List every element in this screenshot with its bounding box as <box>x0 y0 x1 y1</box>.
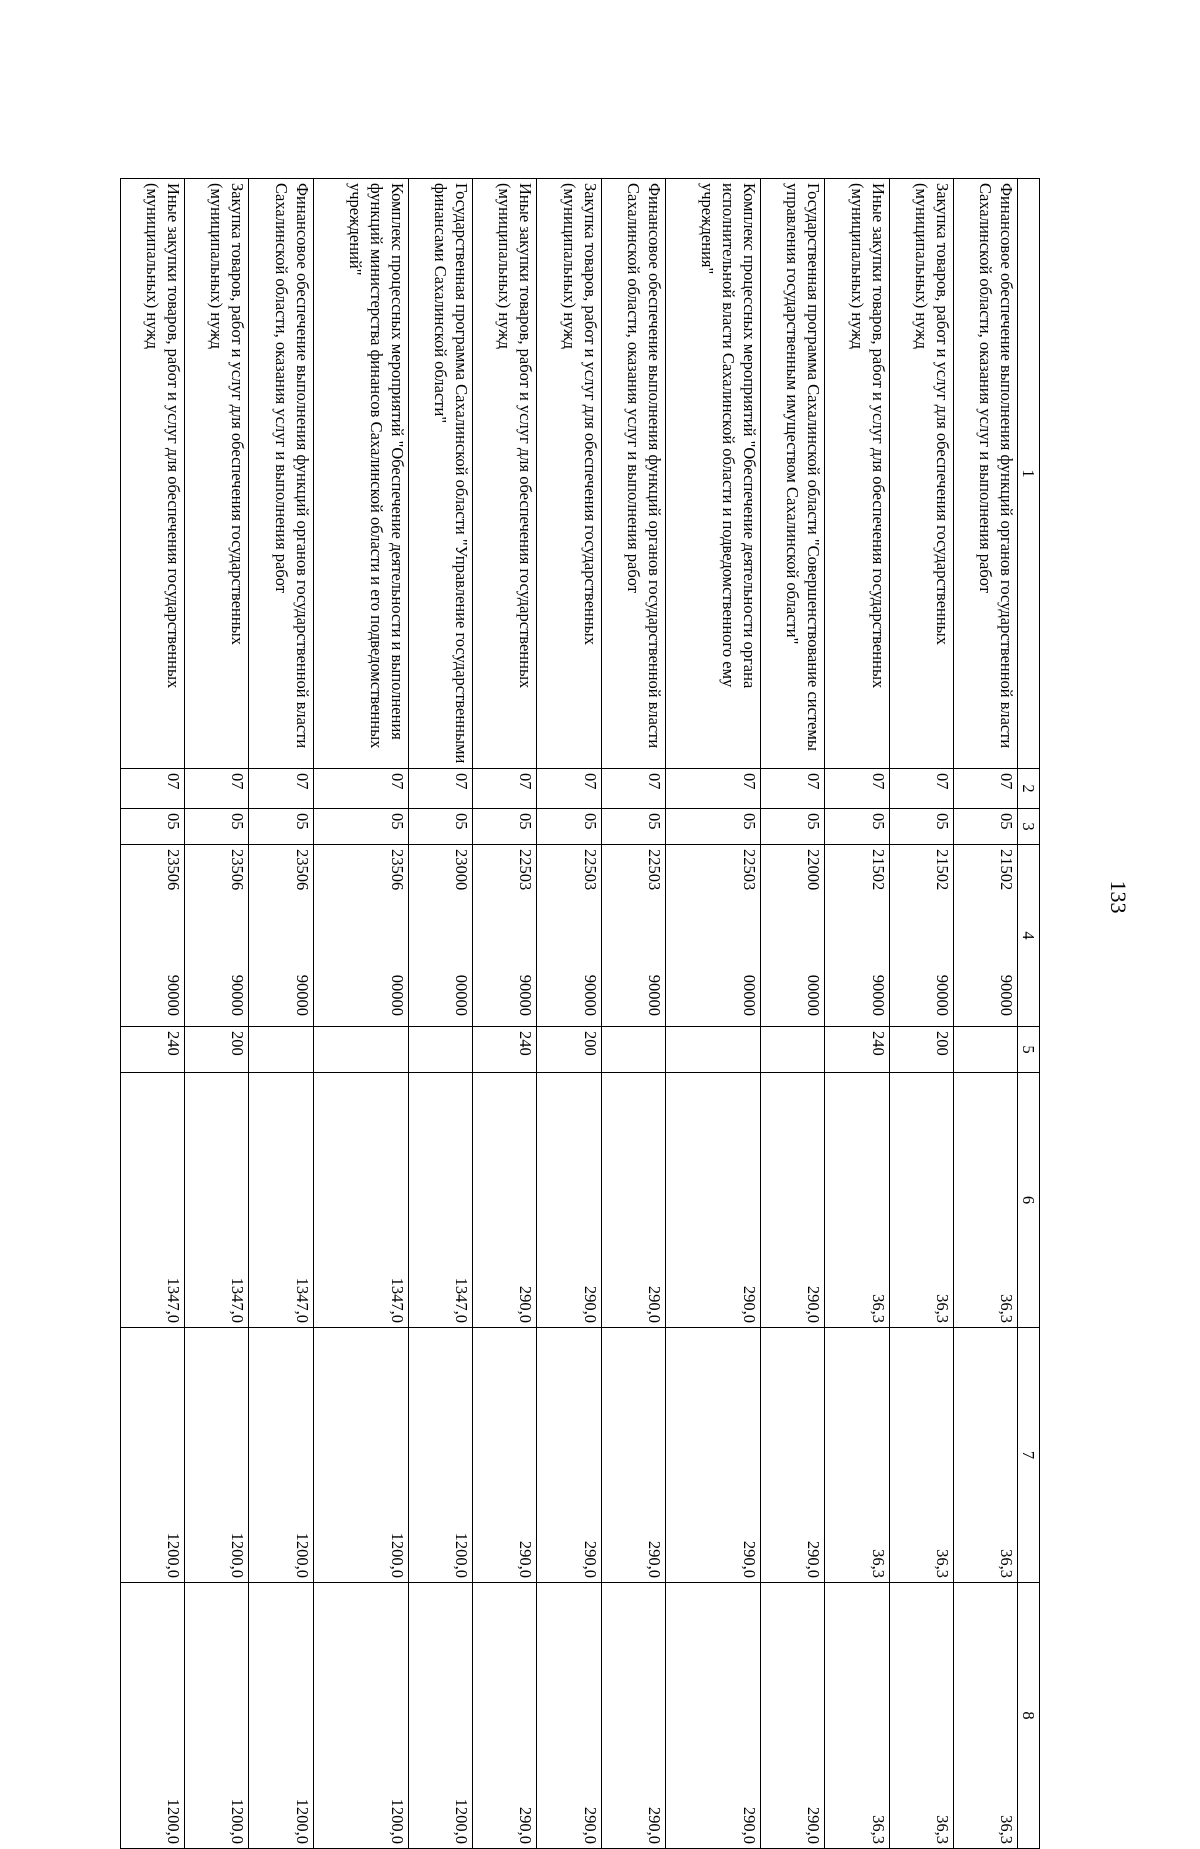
amount-year-2: 290,0 <box>473 1328 537 1583</box>
amount-year-1: 1347,0 <box>185 1073 249 1328</box>
item-name: Закупка товаров, работ и услуг для обеспечения государственных (муниципальных) нужд <box>889 179 953 769</box>
target-article-code <box>185 845 249 1027</box>
direction-code: 90000 <box>228 974 248 1016</box>
amount-year-1: 290,0 <box>601 1073 665 1328</box>
amount-year-3: 36,3 <box>953 1583 1017 1849</box>
amount-year-2: 1200,0 <box>121 1328 185 1583</box>
target-article-code <box>953 845 1017 1027</box>
amount-year-2: 36,3 <box>825 1328 889 1583</box>
item-name: Финансовое обеспечение выполнения функций органов государственной власти Сахалинской области, оказания услуг и выполнения работ <box>953 179 1017 769</box>
amount-year-1: 36,3 <box>953 1073 1017 1328</box>
subsection-code: 05 <box>537 809 601 845</box>
expense-type-code <box>313 1027 409 1073</box>
expense-type-code: 200 <box>537 1027 601 1073</box>
section-code: 07 <box>889 769 953 809</box>
table-row <box>249 179 313 1849</box>
item-name: Иные закупки товаров, работ и услуг для обеспечения государственных (муниципальных) нужд <box>473 179 537 769</box>
section-code: 07 <box>409 769 473 809</box>
amount-year-1: 36,3 <box>889 1073 953 1328</box>
budget-table <box>120 178 1040 1849</box>
table-row <box>665 179 761 1849</box>
direction-code: 00000 <box>388 974 408 1016</box>
amount-year-1: 36,3 <box>825 1073 889 1328</box>
target-article-code <box>249 845 313 1027</box>
direction-code: 00000 <box>740 974 760 1016</box>
program-code: 23506 <box>292 849 312 891</box>
program-code: 23000 <box>452 849 472 891</box>
expense-type-code <box>409 1027 473 1073</box>
program-code: 21502 <box>997 849 1016 891</box>
section-code: 07 <box>953 769 1017 809</box>
target-article-code <box>537 845 601 1027</box>
program-code: 23506 <box>228 849 248 891</box>
expense-type-code: 200 <box>889 1027 953 1073</box>
section-code: 07 <box>665 769 761 809</box>
amount-year-2: 1200,0 <box>409 1328 473 1583</box>
amount-year-1: 1347,0 <box>249 1073 313 1328</box>
section-code: 07 <box>825 769 889 809</box>
amount-year-3: 1200,0 <box>249 1583 313 1849</box>
expense-type-code: 200 <box>185 1027 249 1073</box>
direction-code: 90000 <box>644 974 664 1016</box>
header-cell: 8 <box>1018 1583 1040 1849</box>
target-article-code <box>409 845 473 1027</box>
expense-type-code: 240 <box>825 1027 889 1073</box>
expense-type-code <box>665 1027 761 1073</box>
target-article-code <box>665 845 761 1027</box>
item-name: Комплекс процессных мероприятий "Обеспечение деятельности и выполнения функций министерства финансов Сахалинской области и его подведомственных учреждений" <box>313 179 409 769</box>
expense-type-code: 240 <box>121 1027 185 1073</box>
program-code: 23506 <box>388 849 408 891</box>
amount-year-2: 36,3 <box>953 1328 1017 1583</box>
program-code: 22503 <box>644 849 664 891</box>
subsection-code: 05 <box>473 809 537 845</box>
subsection-code: 05 <box>121 809 185 845</box>
subsection-code: 05 <box>409 809 473 845</box>
amount-year-2: 290,0 <box>537 1328 601 1583</box>
table-row <box>537 179 601 1849</box>
header-cell: 1 <box>1018 179 1040 769</box>
table-row <box>409 179 473 1849</box>
amount-year-3: 1200,0 <box>313 1583 409 1849</box>
item-name: Закупка товаров, работ и услуг для обеспечения государственных (муниципальных) нужд <box>537 179 601 769</box>
amount-year-1: 290,0 <box>473 1073 537 1328</box>
direction-code: 00000 <box>452 974 472 1016</box>
subsection-code: 05 <box>185 809 249 845</box>
direction-code: 90000 <box>932 974 952 1016</box>
item-name: Иные закупки товаров, работ и услуг для обеспечения государственных (муниципальных) нужд <box>121 179 185 769</box>
subsection-code: 05 <box>665 809 761 845</box>
direction-code: 90000 <box>868 974 888 1016</box>
target-article-code <box>761 845 825 1027</box>
amount-year-3: 36,3 <box>825 1583 889 1849</box>
section-code: 07 <box>761 769 825 809</box>
section-code: 07 <box>537 769 601 809</box>
amount-year-3: 290,0 <box>601 1583 665 1849</box>
amount-year-1: 290,0 <box>665 1073 761 1328</box>
target-article-code <box>601 845 665 1027</box>
program-code: 22503 <box>580 849 600 891</box>
amount-year-3: 290,0 <box>537 1583 601 1849</box>
subsection-code: 05 <box>249 809 313 845</box>
direction-code: 90000 <box>580 974 600 1016</box>
item-name: Государственная программа Сахалинской области "Управление государственными финансами Сахалинской области" <box>409 179 473 769</box>
item-name: Финансовое обеспечение выполнения функций органов государственной власти Сахалинской области, оказания услуг и выполнения работ <box>601 179 665 769</box>
direction-code: 90000 <box>997 974 1016 1016</box>
subsection-code: 05 <box>889 809 953 845</box>
subsection-code: 05 <box>313 809 409 845</box>
subsection-code: 05 <box>601 809 665 845</box>
item-name: Государственная программа Сахалинской области "Совершенствование системы управления государственным имуществом Сахалинской области" <box>761 179 825 769</box>
program-code: 23506 <box>164 849 184 891</box>
section-code: 07 <box>313 769 409 809</box>
subsection-code: 05 <box>761 809 825 845</box>
table-row <box>889 179 953 1849</box>
target-article-code <box>825 845 889 1027</box>
amount-year-2: 1200,0 <box>249 1328 313 1583</box>
amount-year-3: 290,0 <box>665 1583 761 1849</box>
amount-year-1: 1347,0 <box>121 1073 185 1328</box>
section-code: 07 <box>121 769 185 809</box>
header-cell: 4 <box>1018 845 1040 1027</box>
page-number: 133 <box>1106 880 1131 914</box>
amount-year-2: 290,0 <box>761 1328 825 1583</box>
table-row <box>473 179 537 1849</box>
expense-type-code: 240 <box>473 1027 537 1073</box>
header-cell: 7 <box>1018 1328 1040 1583</box>
expense-type-code <box>953 1027 1017 1073</box>
amount-year-3: 36,3 <box>889 1583 953 1849</box>
section-code: 07 <box>249 769 313 809</box>
amount-year-3: 1200,0 <box>121 1583 185 1849</box>
amount-year-2: 290,0 <box>665 1328 761 1583</box>
program-code: 21502 <box>868 849 888 891</box>
amount-year-3: 290,0 <box>761 1583 825 1849</box>
amount-year-2: 290,0 <box>601 1328 665 1583</box>
section-code: 07 <box>601 769 665 809</box>
table-row <box>185 179 249 1849</box>
table-row <box>953 179 1017 1849</box>
table-row <box>121 179 185 1849</box>
program-code: 22503 <box>516 849 536 891</box>
target-article-code <box>889 845 953 1027</box>
header-row <box>1018 179 1040 1849</box>
amount-year-2: 36,3 <box>889 1328 953 1583</box>
item-name: Финансовое обеспечение выполнения функций органов государственной власти Сахалинской области, оказания услуг и выполнения работ <box>249 179 313 769</box>
header-cell: 3 <box>1018 809 1040 845</box>
amount-year-1: 290,0 <box>537 1073 601 1328</box>
target-article-code <box>313 845 409 1027</box>
subsection-code: 05 <box>953 809 1017 845</box>
table-row <box>313 179 409 1849</box>
target-article-code <box>473 845 537 1027</box>
amount-year-1: 1347,0 <box>409 1073 473 1328</box>
direction-code: 00000 <box>804 974 824 1016</box>
expense-type-code <box>249 1027 313 1073</box>
rotated-page-content <box>120 178 1040 1848</box>
table-row <box>761 179 825 1849</box>
section-code: 07 <box>185 769 249 809</box>
expense-type-code <box>601 1027 665 1073</box>
item-name: Закупка товаров, работ и услуг для обеспечения государственных (муниципальных) нужд <box>185 179 249 769</box>
amount-year-3: 290,0 <box>473 1583 537 1849</box>
amount-year-3: 1200,0 <box>185 1583 249 1849</box>
program-code: 22503 <box>740 849 760 891</box>
header-cell: 2 <box>1018 769 1040 809</box>
expense-type-code <box>761 1027 825 1073</box>
item-name: Комплекс процессных мероприятий "Обеспечение деятельности органа исполнительной власти Сахалинской области и подведомственного ему учреждения" <box>665 179 761 769</box>
program-code: 21502 <box>932 849 952 891</box>
section-code: 07 <box>473 769 537 809</box>
direction-code: 90000 <box>292 974 312 1016</box>
amount-year-2: 1200,0 <box>185 1328 249 1583</box>
amount-year-1: 290,0 <box>761 1073 825 1328</box>
target-article-code <box>121 845 185 1027</box>
item-name: Иные закупки товаров, работ и услуг для обеспечения государственных (муниципальных) нужд <box>825 179 889 769</box>
amount-year-3: 1200,0 <box>409 1583 473 1849</box>
subsection-code: 05 <box>825 809 889 845</box>
header-cell: 6 <box>1018 1073 1040 1328</box>
program-code: 22000 <box>804 849 824 891</box>
table-row <box>601 179 665 1849</box>
header-cell: 5 <box>1018 1027 1040 1073</box>
amount-year-1: 1347,0 <box>313 1073 409 1328</box>
table-row <box>825 179 889 1849</box>
direction-code: 90000 <box>516 974 536 1016</box>
amount-year-2: 1200,0 <box>313 1328 409 1583</box>
direction-code: 90000 <box>164 974 184 1016</box>
